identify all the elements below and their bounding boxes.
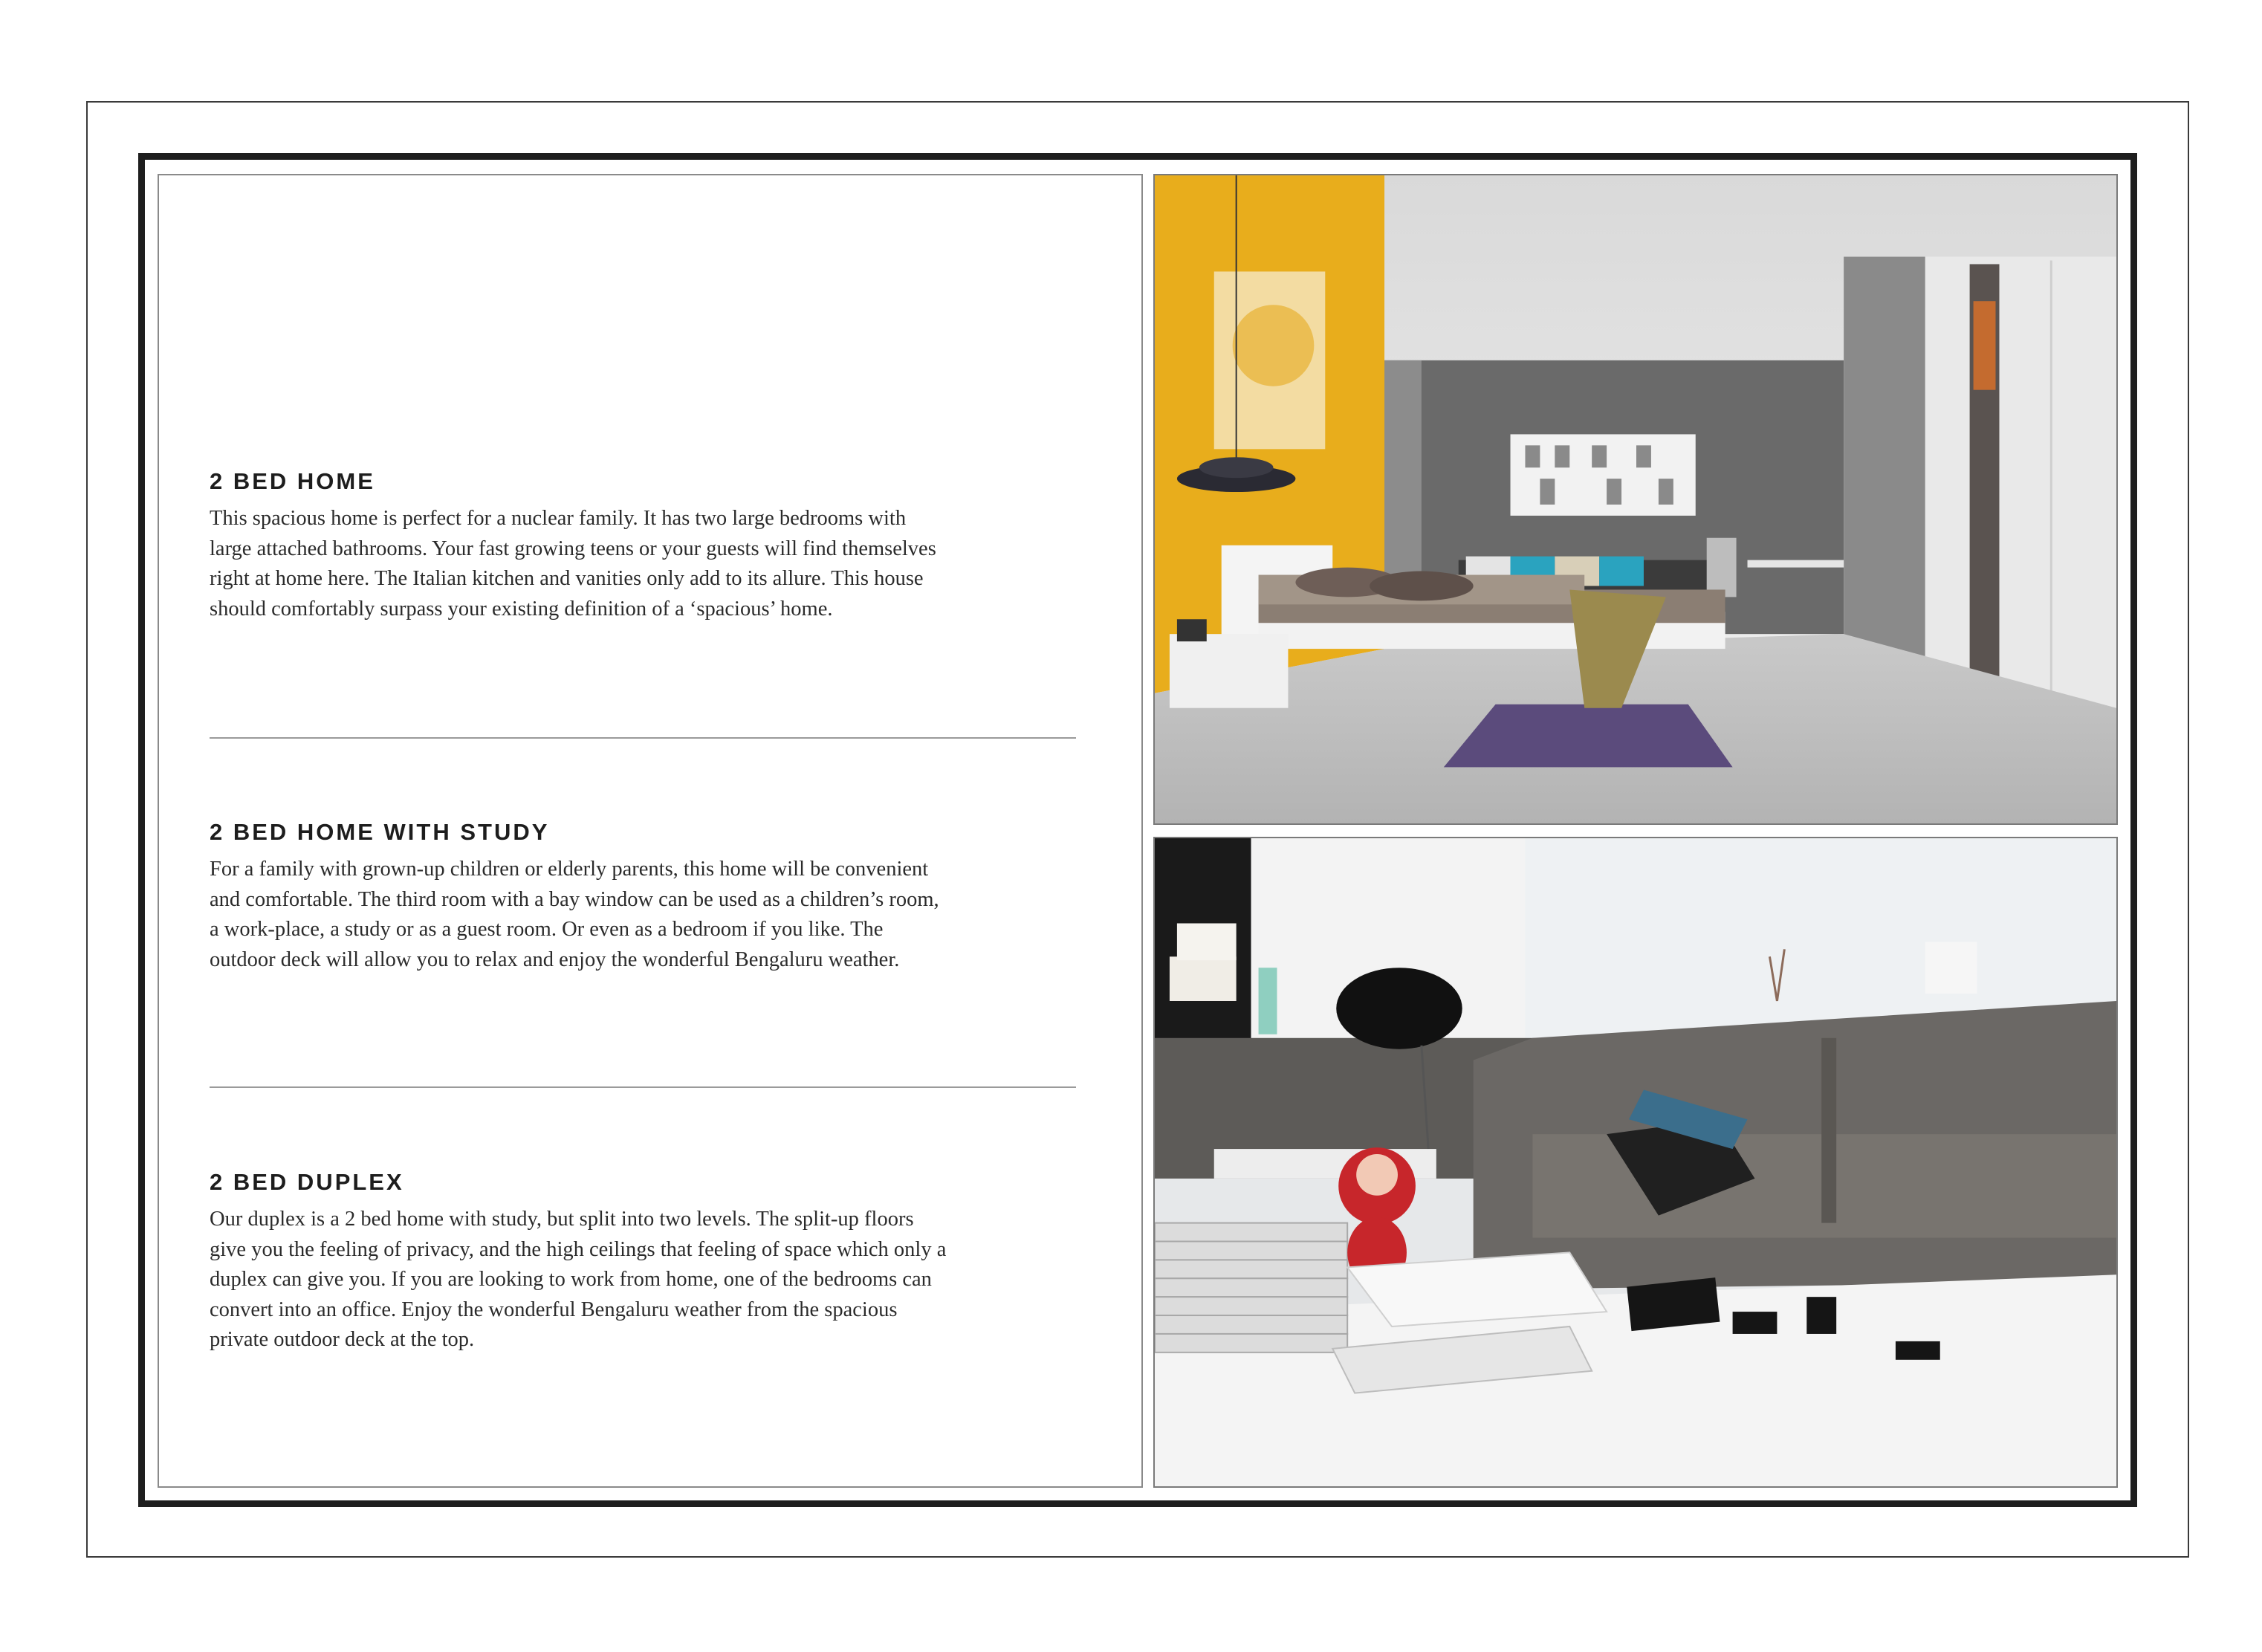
section-description: Our duplex is a 2 bed home with study, but split into two levels. The split-up floors give you the feeling of privacy, and the high ceilings that feeling of space which only a duplex can give you. If you are looking to work from home, one of the bedrooms can convert into an office. Enjoy the wonderful Bengaluru weather from the spacious private outdoor deck at the top. — [210, 1208, 947, 1351]
section-description: For a family with grown-up children or elderly parents, this home will be convenient and comfortable. The third room with a bay window can be used as a children’s room, a work-place, a study or as a guest room. Or even as a bedroom if you like. The outdoor deck will allow you to relax and enjoy the wonderful Bengaluru weather. — [210, 858, 939, 971]
section-description: This spacious home is perfect for a nuclear family. It has two large bedrooms with large attached bathrooms. Your fast growing teens or your guests will find themselves right at home here. The Italian kitchen and vanities only add to its allure. This house should comfortably surpass your existing definition of a ‘spacious’ home. — [210, 507, 936, 621]
bedroom-illustration — [1155, 175, 2116, 823]
section-title: 2 BED HOME WITH STUDY — [210, 819, 550, 845]
text-panel — [158, 174, 1143, 1488]
living-room-photo — [1153, 837, 2118, 1488]
living-room-illustration — [1155, 838, 2116, 1486]
section-2-bed-duplex — [210, 1167, 1027, 1355]
section-divider — [210, 737, 1076, 739]
section-2-bed-home — [210, 467, 1027, 624]
section-2-bed-home-with-study — [210, 817, 1027, 975]
section-divider — [210, 1086, 1076, 1088]
bedroom-photo — [1153, 174, 2118, 825]
section-title: 2 BED HOME — [210, 468, 375, 494]
section-title: 2 BED DUPLEX — [210, 1169, 404, 1195]
